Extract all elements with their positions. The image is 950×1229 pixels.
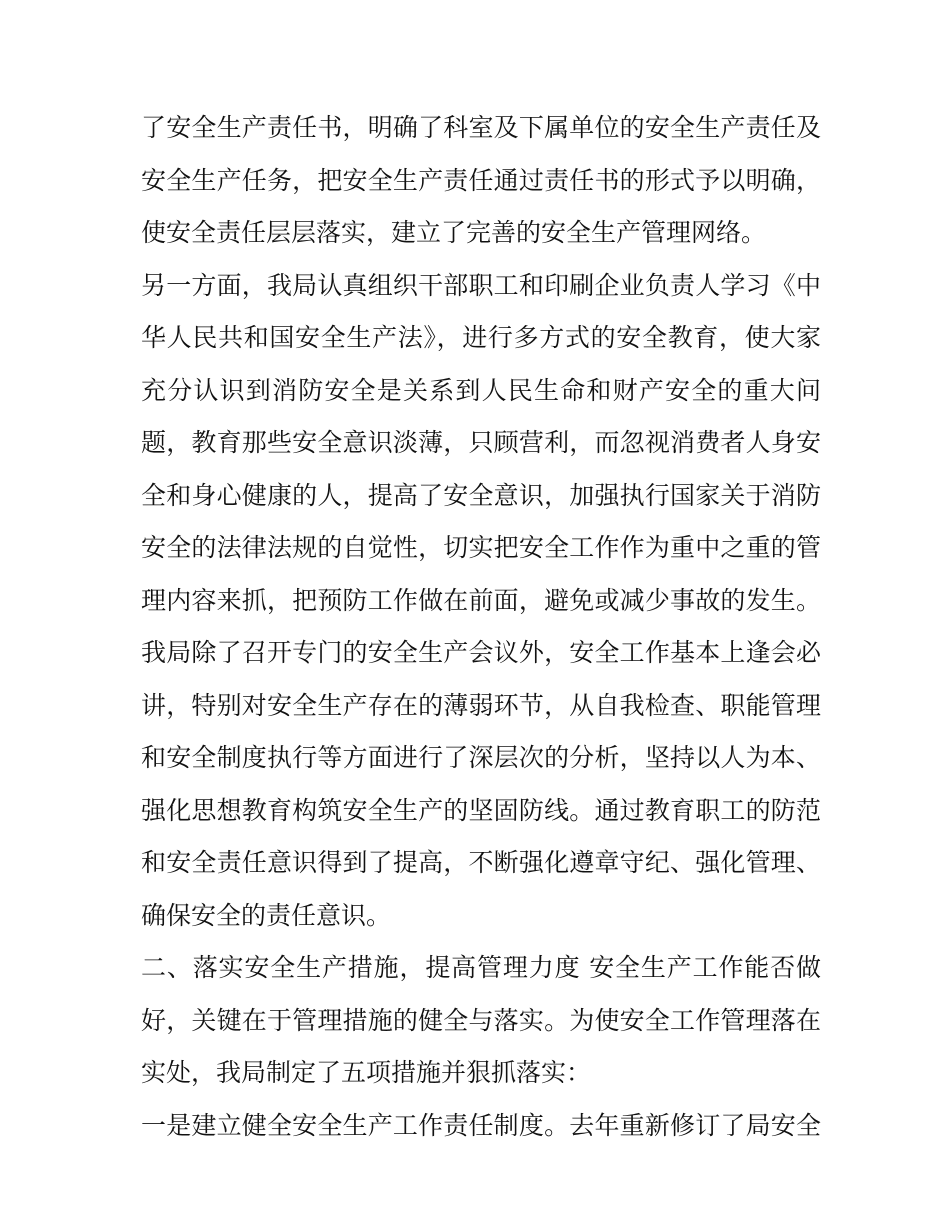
text-line: 理内容来抓，把预防工作做在前面，避免或减少事故的发生。	[141, 585, 821, 615]
text-line: 了安全生产责任书，明确了科室及下属单位的安全生产责任及	[141, 113, 821, 142]
text-line: 实处，我局制定了五项措施并狠抓落实：	[141, 1058, 592, 1087]
document-body	[141, 102, 821, 1152]
text-line: 全和身心健康的人，提高了安全意识，加强执行国家关于消防	[141, 480, 821, 510]
text-line: 我局除了召开专门的安全生产会议外，安全工作基本上逢会必	[141, 638, 821, 667]
text-line: 确保安全的责任意识。	[141, 900, 392, 930]
text-line: 另一方面，我局认真组织干部职工和印刷企业负责人学习《中	[141, 270, 821, 300]
text-line: 一是建立健全安全生产工作责任制度。去年重新修订了局安全	[141, 1110, 821, 1140]
text-line: 和安全责任意识得到了提高，不断强化遵章守纪、强化管理、	[141, 848, 821, 877]
text-line: 安全生产任务，把安全生产责任通过责任书的形式予以明确，	[141, 165, 821, 195]
text-line: 强化思想教育构筑安全生产的坚固防线。通过教育职工的防范	[141, 795, 821, 825]
text-line: 讲，特别对安全生产存在的薄弱环节，从自我检查、职能管理	[141, 690, 821, 720]
text-line: 华人民共和国安全生产法》，进行多方式的安全教育，使大家	[141, 323, 821, 352]
text-line: 题，教育那些安全意识淡薄，只顾营利，而忽视消费者人身安	[141, 428, 821, 457]
text-line: 二、落实安全生产措施，提高管理力度 安全生产工作能否做	[141, 953, 821, 982]
text-line: 使安全责任层层落实，建立了完善的安全生产管理网络。	[141, 218, 767, 247]
text-line: 好，关键在于管理措施的健全与落实。为使安全工作管理落在	[141, 1005, 821, 1035]
text-line: 充分认识到消防安全是关系到人民生命和财产安全的重大问	[141, 375, 821, 405]
text-line: 安全的法律法规的自觉性，切实把安全工作作为重中之重的管	[141, 533, 821, 562]
text-line: 和安全制度执行等方面进行了深层次的分析，坚持以人为本、	[141, 743, 821, 772]
